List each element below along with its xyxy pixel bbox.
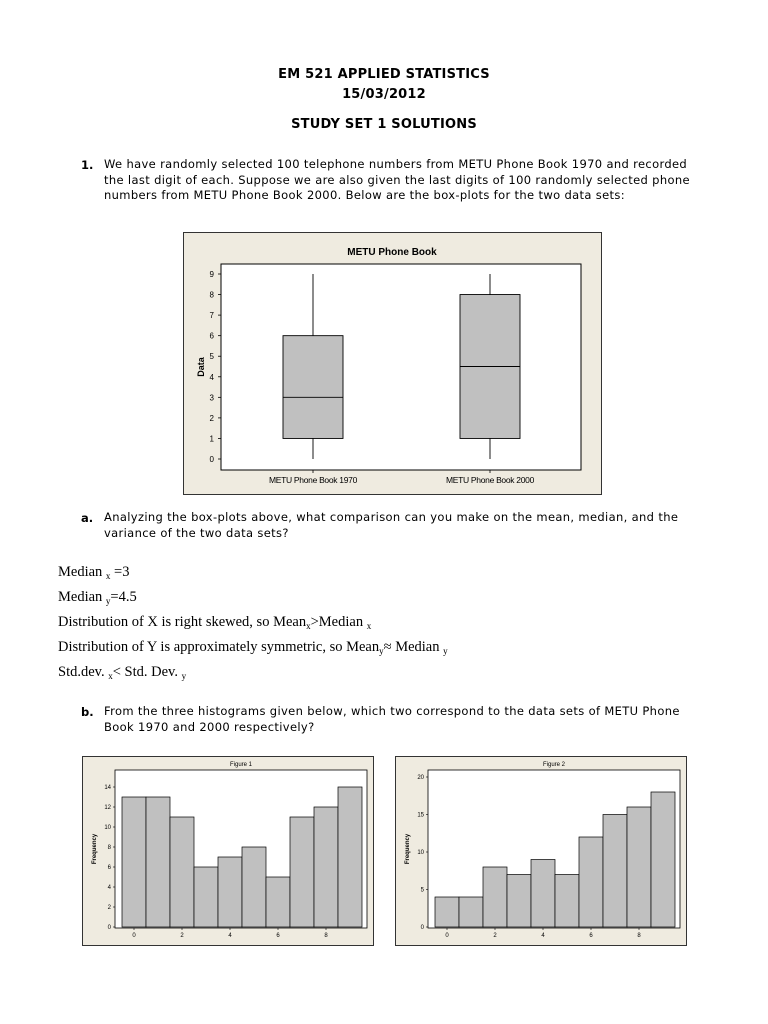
figure-2-panel bbox=[395, 756, 687, 946]
histogram-bar bbox=[603, 815, 627, 928]
x-tick-label: 6 bbox=[589, 933, 593, 939]
y-tick-label: 5 bbox=[420, 887, 424, 894]
histogram-bar bbox=[483, 867, 507, 927]
y-tick-label: 10 bbox=[417, 850, 424, 856]
part-a-text: Analyzing the box-plots above, what comparison can you make on the mean, median, and the variance of the two data sets? bbox=[104, 510, 679, 540]
histogram-bar bbox=[242, 847, 266, 927]
histogram-bar bbox=[170, 817, 194, 927]
y-tick-label: 8 bbox=[209, 290, 214, 300]
histogram-bar bbox=[579, 837, 603, 927]
histogram-bar bbox=[146, 797, 170, 927]
y-tick-label: 10 bbox=[104, 825, 111, 831]
x-tick-label: 2 bbox=[180, 933, 184, 939]
x-tick-label: 4 bbox=[228, 933, 232, 939]
histogram-bar bbox=[338, 787, 362, 927]
histogram-bar bbox=[531, 860, 555, 928]
chart-title: METU Phone Book bbox=[347, 247, 437, 258]
histogram-bar bbox=[459, 897, 483, 927]
answer-median-y: Median $_y$=4.5 bbox=[58, 589, 137, 606]
x-category-label: METU Phone Book 2000 bbox=[445, 475, 535, 485]
study-set-title: STUDY SET 1 SOLUTIONS bbox=[291, 117, 477, 132]
y-tick-label: 0 bbox=[209, 455, 214, 464]
box bbox=[283, 336, 343, 439]
y-tick-label: 2 bbox=[209, 413, 214, 423]
y-tick-label: 6 bbox=[209, 331, 214, 341]
y-tick-label: 4 bbox=[107, 885, 111, 891]
y-tick-label: 6 bbox=[107, 865, 111, 871]
y-tick-label: 2 bbox=[107, 905, 111, 911]
histogram-bar bbox=[194, 867, 218, 927]
y-tick-label: 8 bbox=[107, 845, 111, 851]
chart-title: Figure 1 bbox=[229, 762, 253, 768]
histogram-bar bbox=[507, 875, 531, 928]
x-tick-label: 0 bbox=[132, 933, 136, 939]
histogram-bar bbox=[651, 792, 675, 927]
histogram-bar bbox=[314, 807, 338, 927]
answer-std-dev: Std.dev. $_x$< Std. Dev. $_y$ bbox=[58, 664, 187, 681]
y-tick-label: 9 bbox=[209, 270, 214, 279]
histogram-bar bbox=[555, 875, 579, 928]
histogram-bar bbox=[290, 817, 314, 927]
y-tick-label: 20 bbox=[417, 775, 424, 781]
box-plot-chart bbox=[184, 233, 601, 494]
y-tick-label: 15 bbox=[417, 812, 424, 819]
question-1-text: We have randomly selected 100 telephone numbers from METU Phone Book 1970 and recorded the last digit of each. Suppose we are also given the last digits of 100 randomly selected phone numbers from METU Phone Book 2000. Below are the box-plots for the two data sets: bbox=[104, 157, 690, 202]
figure-1-panel bbox=[82, 756, 374, 946]
y-axis-label: Frequency bbox=[92, 833, 98, 865]
part-b-letter: b. bbox=[81, 705, 94, 719]
x-tick-label: 0 bbox=[445, 933, 449, 939]
answer-y-symmetry: Distribution of Y is approximately symmetric, so Mean$_y$≈ Median $_y$ bbox=[58, 639, 448, 656]
y-tick-label: 7 bbox=[209, 311, 214, 321]
chart-title: Figure 2 bbox=[542, 762, 566, 768]
histogram-bar bbox=[122, 797, 146, 927]
y-axis-label: Frequency bbox=[405, 833, 411, 865]
x-category-label: METU Phone Book 1970 bbox=[268, 475, 358, 485]
y-tick-label: 1 bbox=[209, 434, 214, 444]
plot-area bbox=[221, 264, 581, 470]
x-tick-label: 2 bbox=[493, 933, 497, 939]
y-axis-label: Data bbox=[196, 357, 206, 377]
x-tick-label: 6 bbox=[276, 933, 280, 939]
y-tick-label: 0 bbox=[107, 925, 111, 931]
histogram-bar bbox=[266, 877, 290, 927]
y-tick-label: 0 bbox=[420, 925, 424, 931]
box-plot-panel bbox=[183, 232, 602, 495]
y-tick-label: 5 bbox=[209, 352, 214, 362]
x-tick-label: 8 bbox=[324, 933, 328, 939]
histogram-bar bbox=[627, 807, 651, 927]
y-tick-label: 12 bbox=[104, 805, 111, 811]
figure-1-histogram bbox=[83, 757, 373, 945]
histogram-bar bbox=[435, 897, 459, 927]
histogram-bar bbox=[218, 857, 242, 927]
part-b-text: From the three histograms given below, which two correspond to the data sets of METU Phone Book 1970 and 2000 respectively? bbox=[104, 704, 680, 734]
date: 15/03/2012 bbox=[342, 87, 426, 102]
answer-median-x: Median $_x$ =3 bbox=[58, 564, 130, 581]
y-tick-label: 3 bbox=[209, 393, 214, 403]
x-tick-label: 8 bbox=[637, 933, 641, 939]
course-title: EM 521 APPLIED STATISTICS bbox=[278, 67, 490, 82]
question-1-number: 1. bbox=[81, 158, 94, 172]
x-tick-label: 4 bbox=[541, 933, 545, 939]
y-tick-label: 14 bbox=[104, 785, 111, 791]
figure-2-histogram bbox=[396, 757, 686, 945]
part-a-letter: a. bbox=[81, 511, 94, 525]
y-tick-label: 4 bbox=[209, 372, 214, 382]
answer-x-skewness: Distribution of X is right skewed, so Mean$_x$>Median $_x$ bbox=[58, 614, 372, 631]
